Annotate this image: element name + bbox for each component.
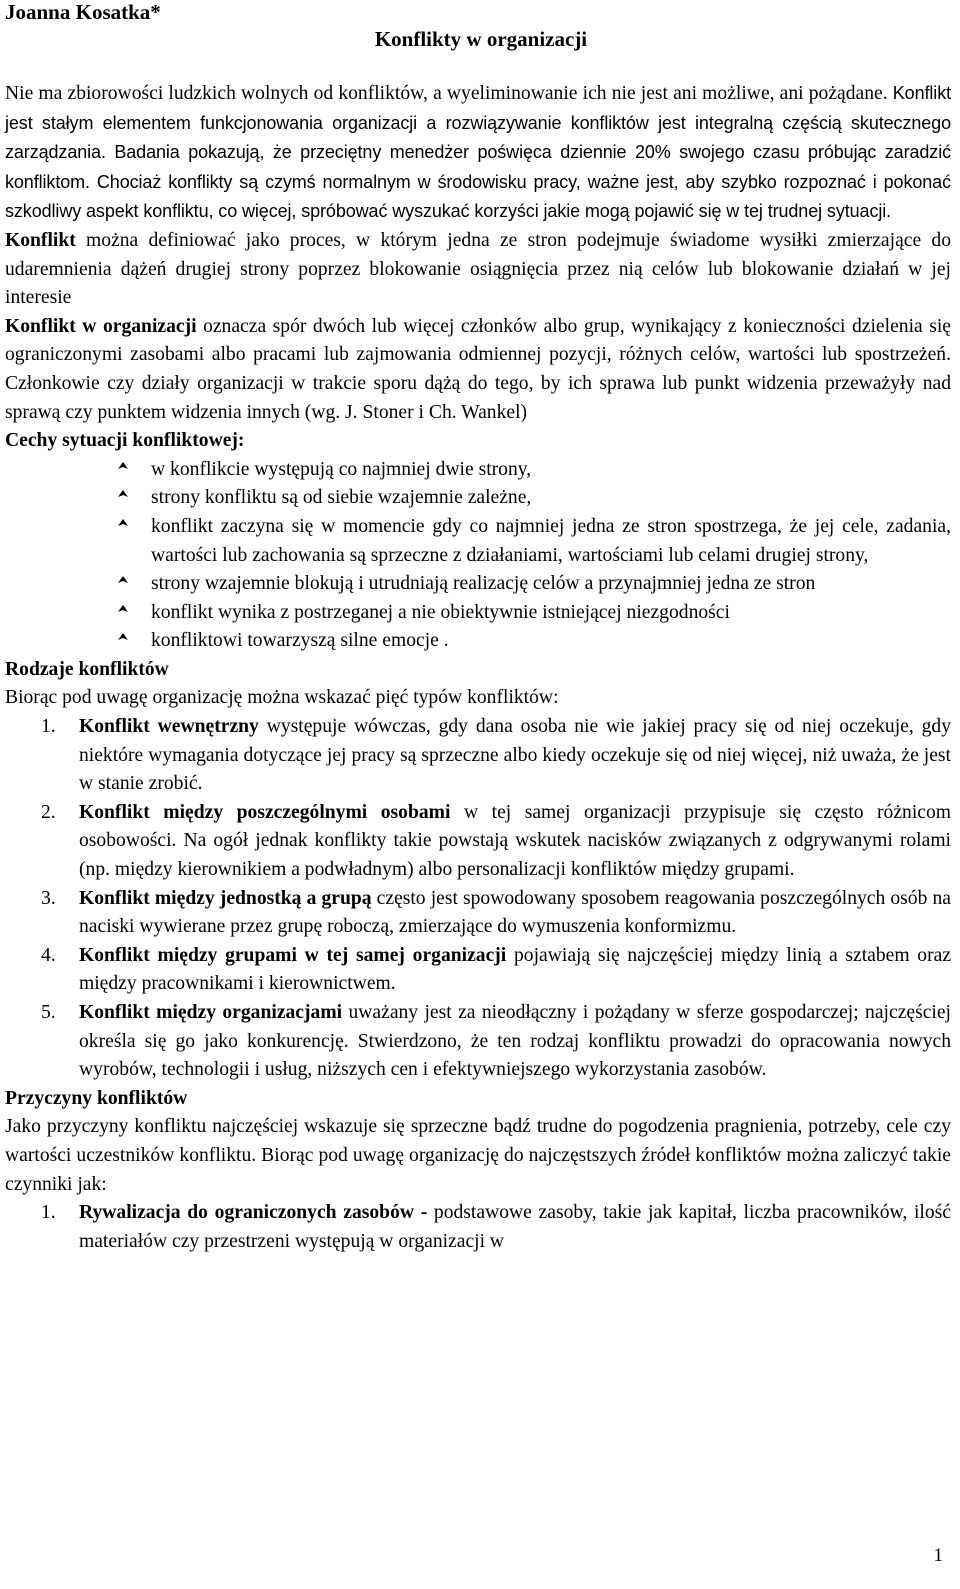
types-list (5, 713, 951, 1085)
list-item (41, 885, 951, 942)
type-text: w tej samej organizacji przypisuje się często różnicom osobowości. Na ogół jednak konflikty takie powstają wskutek nacisków związanych z odgrywanymi rolami (np. między kierownikiem a podwładnym) albo personalizacji konfliktów między grupami. (79, 801, 951, 881)
causes-list (5, 1199, 951, 1256)
org-definition-term: Konflikt w organizacji (5, 315, 197, 337)
list-item (41, 1199, 951, 1256)
list-item (41, 799, 951, 885)
bullet-icon (117, 489, 129, 501)
bullet-icon (117, 604, 129, 616)
list-number: 1. (41, 716, 56, 738)
cause-text: podstawowe zasoby, takie jak kapitał, liczba pracowników, ilość materiałów czy przestrzeni występują w organizacji w (79, 1202, 951, 1252)
type-text: pojawiają się najczęściej między linią a sztabem oraz między pracownikami i kierownictwem. (79, 944, 952, 995)
type-term: Konflikt wewnętrzny (79, 716, 259, 738)
causes-intro: Jako przyczyny konfliktu najczęściej wskazuje się sprzeczne bądź trudne do pogodzenia pragnienia, potrzeby, cele czy wartości uczestników konfliktu. Biorąc pod uwagę organizację do najczęstszych źródeł konfliktów można zaliczyć takie czynniki jak: (5, 1116, 951, 1195)
type-text: występuje wówczas, gdy dana osoba nie wie jakiej pracy się od niej oczekuje, gdy niektóre wymagania dotyczące jej pracy są sprzeczne albo kiedy oczekuje się od niej więcej, niż uważa, że jest w stanie zrobić. (79, 716, 951, 795)
list-number: 3. (41, 887, 56, 909)
feature-text: strony konfliktu są od siebie wzajemnie zależne, (151, 487, 532, 509)
bullet-icon (117, 518, 129, 530)
org-definition-text: oznacza spór dwóch lub więcej członków albo grup, wynikający z konieczności dzielenia się ograniczonymi zasobami albo pracami lub zajmowania odmiennej pozycji, różnych celów, wartości lub spostrzeżeń. Członkowie czy działy organizacji w trakcie sporu dążą do tego, by ich sprawa lub punkt widzenia przeważyły nad sprawą czy punktem widzenia innych (wg. J. Stoner i Ch. Wankel) (5, 315, 951, 423)
list-item (151, 570, 951, 599)
type-term: Konflikt między poszczególnymi osobami (79, 801, 451, 823)
feature-text: konflikt zaczyna się w momencie gdy co najmniej jedna ze stron spostrzega, że jej cele, zadania, wartości lub zachowania są sprzeczne z działaniami, wartościami lub celami drugiej strony, (151, 515, 951, 566)
document-body (5, 79, 951, 1256)
type-text: uważany jest za nieodłączny i pożądany w sferze gospodarczej; najczęściej określa się go jako konkurencję. Stwierdzono, że ten rodzaj konfliktu prowadzi do opracowania nowych wyrobów, technologii i usług, niższych cen i efektywniejszego wykorzystania zasobów. (79, 1002, 951, 1081)
intro-sans-text: Konflikt jest stałym elementem funkcjonowania organizacji a rozwiązywanie konfliktów jest integralną częścią skutecznego zarządzania. Badania pokazują, że przeciętny menedżer poświęca dziennie 20% swojego czasu próbując zaradzić konfliktom. Chociaż konflikty są czymś normalnym w środowisku pracy, ważne jest, aby szybko rozpoznać i pokonać szkodliwy aspekt konfliktu, co więcej, spróbować wyszukać korzyści jakie mogą pojawić się w tej trudnej sytuacji. (5, 83, 951, 222)
definition-text: można definiować jako proces, w którym jedna ze stron podejmuje świadome wysiłki zmierzające do udaremnienia dążeń drugiej strony poprzez blokowanie osiągnięcia przez nią celów lub blokowanie działań w jej interesie (5, 229, 951, 309)
type-term: Konflikt między grupami w tej samej organizacji (79, 944, 507, 966)
type-term: Konflikt między organizacjami (79, 1002, 343, 1023)
feature-text: w konflikcie występują co najmniej dwie strony, (151, 458, 532, 480)
bullet-icon (117, 575, 129, 587)
list-number: 2. (41, 801, 56, 823)
intro-paragraph (5, 79, 951, 227)
list-item (151, 513, 951, 570)
cause-term: Rywalizacja do ograniczonych zasobów - (79, 1202, 428, 1224)
causes-heading: Przyczyny konfliktów (5, 1087, 188, 1109)
page-number: 1 (933, 1545, 943, 1566)
type-term: Konflikt między jednostką a grupą (79, 887, 372, 909)
list-item (151, 484, 951, 513)
list-item (41, 713, 951, 799)
definition-paragraph (5, 227, 951, 313)
type-text: często jest spowodowany sposobem reagowania poszczególnych osób na naciski wywierane przez grupę roboczą, zmierzające do wymuszenia konformizmu. (79, 887, 951, 938)
types-heading: Rodzaje konfliktów (5, 658, 169, 680)
list-item (151, 627, 951, 656)
features-heading: Cechy sytuacji konfliktowej: (5, 430, 245, 452)
feature-text: strony wzajemnie blokują i utrudniają realizację celów a przynajmniej jedna ze stron (151, 573, 816, 595)
document-title: Konflikty w organizacji (374, 27, 588, 51)
list-item (41, 999, 951, 1085)
org-definition-paragraph (5, 313, 951, 427)
feature-text: konfliktowi towarzyszą silne emocje . (151, 630, 449, 652)
bullet-icon (117, 461, 129, 473)
types-intro: Biorąc pod uwagę organizację można wskazać pięć typów konfliktów: (5, 687, 559, 709)
list-item (151, 456, 951, 485)
list-item (41, 942, 952, 999)
bullet-icon (117, 632, 129, 644)
author-name: Joanna Kosatka* (5, 0, 161, 24)
feature-text: konflikt wynika z postrzeganej a nie obiektywnie istniejącej niezgodności (151, 601, 730, 623)
list-item (151, 599, 951, 628)
list-number: 4. (41, 944, 56, 966)
features-list (5, 456, 951, 656)
definition-term: Konflikt (5, 229, 76, 251)
list-number: 1. (41, 1202, 56, 1224)
intro-serif-text: Nie ma zbiorowości ludzkich wolnych od konfliktów, a wyeliminowanie ich nie jest ani możliwe, ani pożądane. (5, 83, 888, 104)
list-number: 5. (41, 1002, 56, 1023)
